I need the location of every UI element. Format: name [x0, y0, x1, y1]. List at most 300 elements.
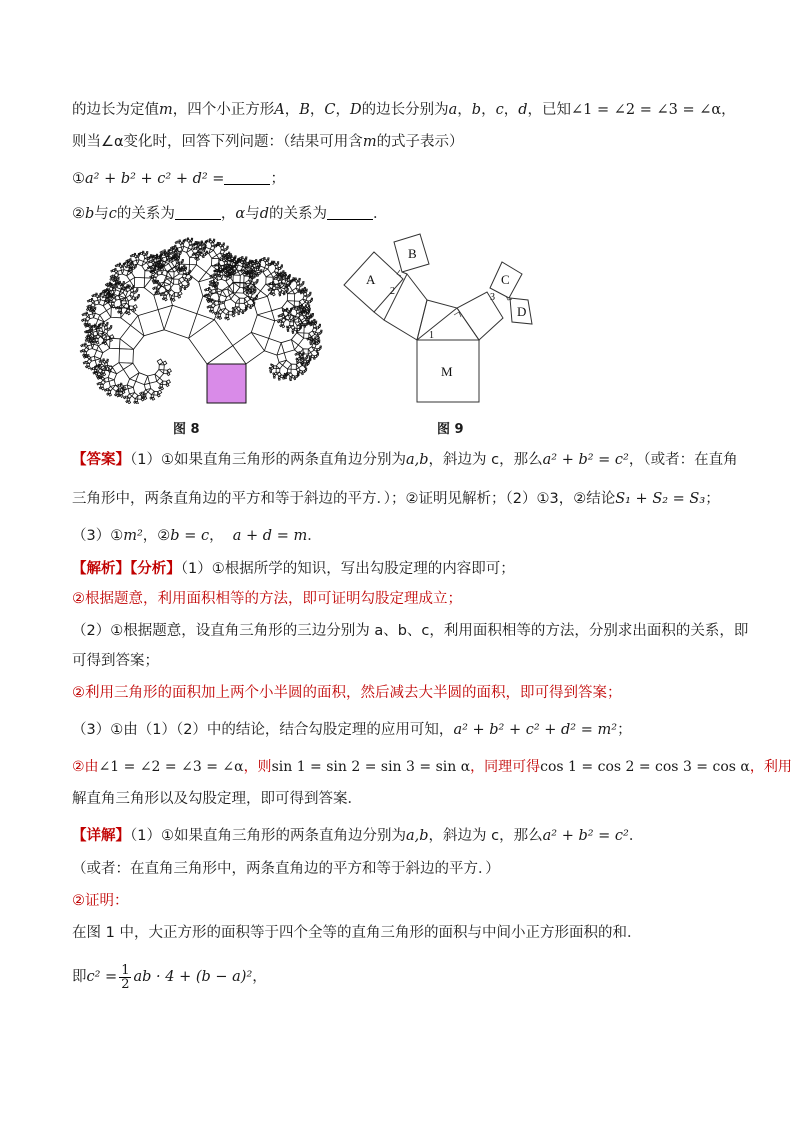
tree-square	[296, 313, 300, 317]
math: S₁ + S₂ = S₃	[615, 491, 706, 507]
question-item-2: ②b与c的关系为 ，α与d的关系为 ．	[72, 206, 388, 222]
tree-square	[93, 372, 95, 374]
question-item-1: ①a² + b² + c² + d² = ；	[72, 171, 285, 187]
tree-square	[86, 312, 87, 313]
tree-square	[122, 391, 125, 394]
tree-square	[110, 305, 112, 307]
tree-square	[225, 317, 227, 319]
tree-square	[281, 340, 294, 353]
figure-8-caption: 图 8	[173, 422, 200, 437]
label-M: M	[441, 364, 453, 379]
tree-square	[265, 265, 269, 269]
tree-square	[251, 315, 274, 339]
answer-line-1	[72, 449, 754, 471]
tree-square	[224, 271, 226, 273]
tree-square	[88, 355, 89, 356]
tree-square	[83, 362, 85, 364]
tree-square	[219, 259, 221, 261]
tree-square	[214, 313, 216, 315]
math: a² + b² + c² + d² = m²	[453, 722, 618, 738]
tree-square	[95, 307, 96, 308]
tree-square	[89, 314, 94, 319]
tree-square	[268, 258, 269, 259]
text: 的式子表示）	[376, 134, 464, 150]
detail-line-3: ②证明：	[72, 893, 129, 909]
tree-square	[88, 366, 91, 369]
tree-square	[102, 290, 104, 292]
tree-square	[300, 292, 302, 294]
tree-square	[84, 323, 86, 325]
math: b = c	[170, 528, 210, 544]
tree-square	[144, 383, 151, 390]
tree-square	[292, 332, 294, 334]
tree-square	[310, 324, 312, 326]
tree-square	[279, 294, 281, 296]
text: ，则	[243, 759, 272, 775]
analysis-line-7	[72, 756, 792, 778]
tree-square	[96, 375, 98, 377]
tree-square	[125, 312, 127, 314]
tree-square	[274, 366, 277, 369]
tree-square	[291, 364, 296, 369]
text: （3）①	[72, 528, 124, 544]
tree-square	[178, 256, 179, 257]
tree-square	[157, 359, 163, 365]
tree-square	[97, 383, 99, 385]
tree-square	[315, 321, 316, 322]
tree-square	[164, 370, 168, 374]
tree-square	[107, 322, 108, 323]
tree-square	[195, 257, 197, 259]
tree-square	[136, 402, 139, 405]
math: c² =	[86, 969, 118, 985]
tree-square	[203, 256, 205, 258]
text: ②由	[72, 759, 99, 775]
tree-square	[209, 239, 210, 240]
tree-square	[118, 277, 119, 278]
tree-square	[87, 306, 89, 308]
tree-square	[263, 269, 271, 277]
tree-square	[85, 339, 87, 341]
tree-square	[96, 341, 99, 344]
tree-square	[246, 292, 248, 294]
tree-square	[248, 293, 252, 297]
text: 的边长为定值	[72, 102, 159, 118]
tree-square	[207, 306, 209, 308]
tree-square	[291, 333, 303, 345]
tree-square	[217, 316, 219, 318]
tree-square	[110, 276, 112, 278]
tree-square	[88, 332, 91, 335]
tree-square	[140, 393, 142, 395]
tree-square	[239, 298, 244, 303]
tree-square	[310, 292, 311, 293]
tree-square	[318, 337, 319, 338]
tree-square	[86, 366, 88, 368]
tree-square	[130, 270, 133, 273]
tree-square	[212, 285, 214, 287]
tree-square	[302, 289, 303, 290]
tree-square	[277, 353, 287, 363]
tree-square	[91, 298, 92, 299]
tree-square	[211, 310, 214, 313]
tree-square	[103, 359, 104, 360]
label-A: A	[366, 272, 376, 287]
answer-blank	[175, 205, 221, 220]
tree-square	[115, 265, 117, 267]
tree-square	[102, 370, 105, 373]
tree-square	[147, 267, 149, 269]
tree-square	[110, 339, 113, 342]
tree-square	[156, 254, 157, 255]
tree-square	[238, 311, 240, 313]
tree-square	[103, 373, 106, 376]
tree-square	[115, 307, 117, 309]
tree-square	[112, 363, 123, 374]
tree-square	[87, 308, 89, 310]
tree-square	[171, 247, 173, 249]
tree-square	[105, 289, 107, 291]
tree-square	[158, 390, 162, 394]
tree-square	[180, 287, 182, 289]
tree-square	[160, 251, 162, 253]
analysis-line-6	[72, 719, 754, 741]
tree-square	[197, 258, 200, 261]
text: （1）①如果直角三角形的两条直角边分别为	[130, 828, 406, 844]
tree-square	[231, 294, 240, 303]
tree-square	[108, 391, 111, 394]
tree-square	[111, 270, 113, 272]
tree-square	[184, 288, 186, 290]
tree-square	[182, 246, 188, 252]
tree-square	[271, 364, 273, 366]
math: ∠1 = ∠2 = ∠3 = ∠α	[98, 759, 244, 775]
math: ab · 4 + (b − a)²	[133, 969, 253, 985]
tree-square	[225, 266, 227, 268]
text: ；	[617, 722, 632, 738]
tree-square	[167, 380, 171, 384]
answer-line-3	[72, 525, 754, 547]
tree-square	[189, 265, 206, 282]
tree-square	[285, 272, 286, 273]
tree-square	[116, 391, 119, 394]
text: 与	[245, 206, 260, 222]
tree-square	[287, 294, 294, 301]
text: ．	[307, 528, 322, 544]
analysis-line-1	[72, 558, 754, 580]
tree-square	[219, 243, 220, 244]
tree-square	[242, 257, 243, 258]
tree-square	[212, 289, 217, 294]
tree-square	[138, 294, 139, 295]
detail-line-2: （或者：在直角三角形中，两条直角边的平方和等于斜边的平方．）	[72, 861, 500, 877]
tree-square	[251, 265, 252, 266]
answer-blank	[224, 170, 270, 185]
tree-square	[109, 282, 110, 283]
tree-square	[219, 317, 222, 320]
tree-square	[282, 314, 283, 315]
tree-square	[162, 298, 164, 300]
tree-square	[274, 377, 276, 379]
tree-square	[321, 330, 322, 331]
text: ，斜边为 c，那么	[428, 828, 543, 844]
tree-square	[314, 319, 315, 320]
text: ，（或者：在直角	[628, 452, 738, 468]
tree-square	[123, 282, 124, 283]
tree-square	[209, 287, 210, 288]
tree-square	[163, 264, 164, 265]
tree-square	[119, 263, 120, 264]
tree-square	[82, 314, 84, 316]
tree-square	[178, 295, 181, 298]
tree-square	[228, 252, 229, 253]
var-d: d	[518, 102, 528, 118]
question-line-2	[72, 131, 754, 153]
text: 三角形中，两条直角边的平方和等于斜边的平方．）；②证明见解析；（2）①3，②结论	[72, 491, 616, 507]
tree-square	[319, 340, 320, 341]
tree-square	[82, 319, 84, 321]
tree-square	[121, 383, 122, 384]
tree-square	[94, 350, 103, 359]
var-c: c	[108, 206, 117, 222]
text: ，四个小正方形	[172, 102, 275, 118]
tree-square	[222, 255, 224, 257]
tree-square	[287, 369, 291, 373]
var-b: b	[471, 102, 482, 118]
tree-square	[100, 311, 111, 322]
tree-square	[104, 389, 106, 391]
tree-square	[107, 359, 108, 360]
tree-square	[270, 371, 272, 373]
tree-square	[229, 275, 232, 278]
label-angle-2: 2	[390, 286, 395, 297]
tree-square	[130, 255, 132, 257]
tree-square	[222, 286, 233, 297]
tree-square	[163, 381, 167, 385]
math: a² + b² = c²	[542, 828, 629, 844]
tree-square	[283, 271, 284, 272]
text: ．	[628, 828, 644, 844]
tree-square	[305, 368, 306, 369]
var-C: C	[324, 102, 336, 118]
text: ，同理可得	[470, 759, 541, 775]
tree-square	[280, 325, 282, 327]
text: ，	[209, 528, 224, 544]
tree-square	[287, 373, 288, 374]
tree-square	[130, 259, 131, 260]
tree-square	[257, 279, 258, 280]
tree-square	[294, 301, 299, 306]
var-A: A	[274, 102, 285, 118]
tree-square	[128, 312, 131, 315]
text: （1）①根据所学的知识，写出勾股定理的内容即可；	[180, 561, 515, 577]
tree-square	[120, 395, 123, 398]
tree-square	[130, 292, 134, 296]
tree-square	[174, 279, 179, 284]
answer-line-2	[72, 488, 754, 510]
tree-square	[320, 346, 321, 347]
tree-square	[311, 321, 312, 322]
tree-square	[144, 258, 148, 262]
tree-square	[94, 370, 97, 373]
tree-square	[167, 369, 171, 373]
tree-square	[257, 275, 259, 277]
right-branch	[457, 292, 503, 340]
text: 的边长分别为	[361, 102, 449, 118]
tree-square	[161, 387, 164, 390]
tree-square	[188, 283, 189, 284]
tree-square	[314, 358, 316, 360]
tree-square	[164, 298, 167, 301]
tree-square	[223, 258, 224, 259]
text: ；	[705, 491, 720, 507]
tree-square	[315, 337, 316, 338]
tree-square	[235, 303, 239, 307]
tree-square	[96, 293, 97, 294]
tree-square	[143, 251, 144, 252]
item-marker: ①	[72, 171, 85, 187]
tree-square	[182, 259, 183, 260]
tree-square	[197, 246, 198, 247]
tree-square	[94, 313, 100, 319]
tree-square	[303, 352, 304, 353]
tree-square	[160, 384, 163, 387]
tree-square	[129, 285, 130, 286]
tree-square	[276, 362, 282, 368]
var-c: c	[495, 102, 504, 118]
analysis-line-4: 可得到答案；	[72, 653, 159, 669]
text: 则当∠α变化时，回答下列问题：（结果可用含	[72, 134, 363, 150]
tree-square	[298, 290, 300, 292]
tree-square	[110, 278, 112, 280]
tree-square	[223, 308, 229, 314]
tree-square	[138, 310, 164, 336]
tree-square	[223, 243, 224, 244]
tree-square	[136, 373, 148, 385]
outline-tag: 【分析】	[130, 561, 181, 577]
tree-square	[133, 305, 137, 309]
tree-square	[304, 333, 309, 338]
tree-square	[189, 257, 196, 264]
tree-square	[270, 293, 272, 295]
tree-square	[104, 378, 109, 383]
tree-square	[218, 268, 219, 269]
tree-square	[229, 311, 233, 315]
tree-square	[299, 352, 300, 353]
tree-square	[304, 287, 305, 288]
tree-square	[235, 256, 236, 257]
tree-square	[110, 338, 120, 348]
tree-square	[135, 399, 138, 402]
text: ，利用	[749, 759, 792, 775]
tree-square	[102, 296, 104, 298]
tree-square	[278, 321, 280, 323]
tree-square	[317, 353, 318, 354]
tree-square	[120, 325, 144, 349]
math: a,b	[405, 828, 429, 844]
tree-square	[104, 342, 107, 345]
tree-square	[155, 262, 157, 264]
label-angle-1: 1	[429, 330, 434, 341]
tree-square	[187, 281, 189, 283]
tree-square	[193, 248, 195, 250]
fraction-numerator: 1	[121, 962, 130, 978]
tree-square	[295, 306, 296, 307]
tree-square	[251, 286, 252, 287]
tree-square	[272, 293, 275, 296]
tree-square	[188, 245, 192, 249]
tree-square	[115, 394, 117, 396]
tree-square	[152, 397, 155, 400]
math: sin 1 = sin 2 = sin 3 = sin α	[271, 759, 471, 775]
tree-square	[89, 324, 90, 325]
tree-square	[170, 298, 172, 300]
label-D: D	[517, 304, 527, 319]
tree-square	[294, 378, 296, 380]
tree-square	[141, 398, 144, 401]
detail-line-5	[72, 962, 754, 992]
tree-square	[107, 393, 109, 395]
tree-square	[87, 300, 89, 302]
text: 的关系为	[269, 206, 328, 222]
tree-square	[147, 252, 148, 253]
analysis-line-3: （2）①根据题意，设直角三角形的三边分别为 a、b、c，利用面积相等的方法，分别求出面积的关系，即	[72, 623, 749, 639]
answer-tag: 【答案】	[72, 452, 130, 468]
text: ，	[252, 969, 267, 985]
analysis-line-2: ②根据题意，利用面积相等的方法，即可证明勾股定理成立；	[72, 591, 462, 607]
tree-square	[85, 331, 87, 333]
tree-square	[159, 387, 161, 389]
tree-square	[250, 269, 251, 270]
tree-square	[144, 390, 148, 394]
tree-square	[111, 326, 112, 327]
var-a: a	[448, 102, 458, 118]
tree-square	[151, 395, 154, 398]
analysis-line-5: ②利用三角形的面积加上两个小半圆的面积，然后减去大半圆的面积，即可得到答案；	[72, 685, 622, 701]
tree-square	[230, 254, 231, 255]
var-B: B	[299, 102, 310, 118]
tree-square	[92, 344, 98, 350]
tree-square	[312, 328, 316, 332]
text: 的关系为	[116, 206, 175, 222]
tree-square	[246, 257, 247, 258]
tree-square	[172, 296, 175, 299]
tree-square	[304, 366, 306, 368]
tree-square	[238, 313, 240, 315]
text: 与	[94, 206, 109, 222]
tree-square	[155, 370, 164, 379]
tree-square	[174, 293, 178, 297]
tree-square	[95, 372, 98, 375]
tree-square	[281, 272, 282, 273]
tree-square	[205, 289, 207, 291]
tree-square	[153, 288, 155, 290]
tree-square	[150, 397, 152, 399]
var-b: b	[85, 206, 95, 222]
tree-square	[91, 368, 93, 370]
detail-tag: 【详解】	[72, 828, 130, 844]
tree-square	[134, 299, 136, 301]
math: m²	[123, 528, 143, 544]
tree-square	[152, 260, 153, 261]
tree-square	[113, 280, 115, 282]
tree-square	[282, 310, 284, 312]
tree-square	[109, 366, 113, 370]
tree-square	[302, 373, 304, 375]
tree-trunk-square	[207, 364, 246, 403]
tree-square	[81, 345, 83, 347]
tree-square	[299, 278, 300, 279]
